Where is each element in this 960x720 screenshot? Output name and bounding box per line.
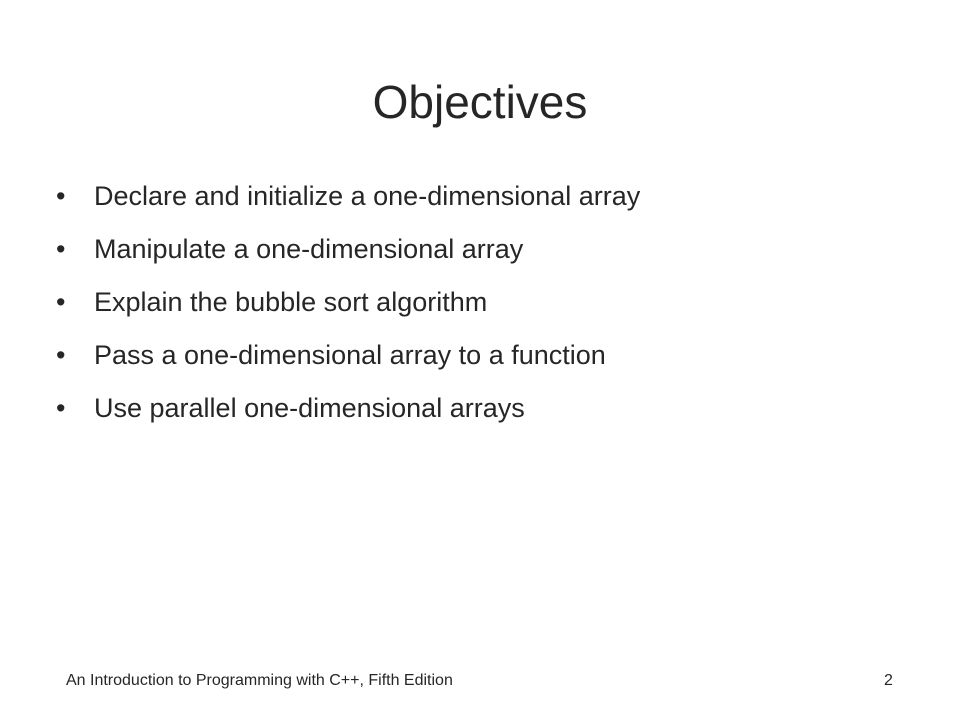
bullet-icon: •: [56, 181, 66, 211]
bullet-icon: •: [56, 287, 66, 317]
footer-page-number: 2: [884, 672, 893, 689]
bullet-text: Use parallel one-dimensional arrays: [94, 393, 525, 423]
bullet-text: Declare and initialize a one-dimensional array: [94, 181, 641, 211]
list-item: [56, 180, 640, 212]
list-item: [56, 286, 640, 318]
list-item: [56, 233, 640, 265]
list-item: [56, 339, 640, 371]
bullet-text: Manipulate a one-dimensional array: [94, 234, 524, 264]
slide-title: Objectives: [372, 76, 588, 128]
bullet-icon: •: [56, 234, 66, 264]
bullet-text: Explain the bubble sort algorithm: [94, 287, 488, 317]
bullet-icon: •: [56, 393, 66, 423]
footer-book-title: An Introduction to Programming with C++, Fifth Edition: [66, 672, 453, 689]
bullet-text: Pass a one-dimensional array to a function: [94, 340, 606, 370]
list-item: [56, 392, 640, 424]
objectives-list: [56, 180, 640, 445]
bullet-icon: •: [56, 340, 66, 370]
